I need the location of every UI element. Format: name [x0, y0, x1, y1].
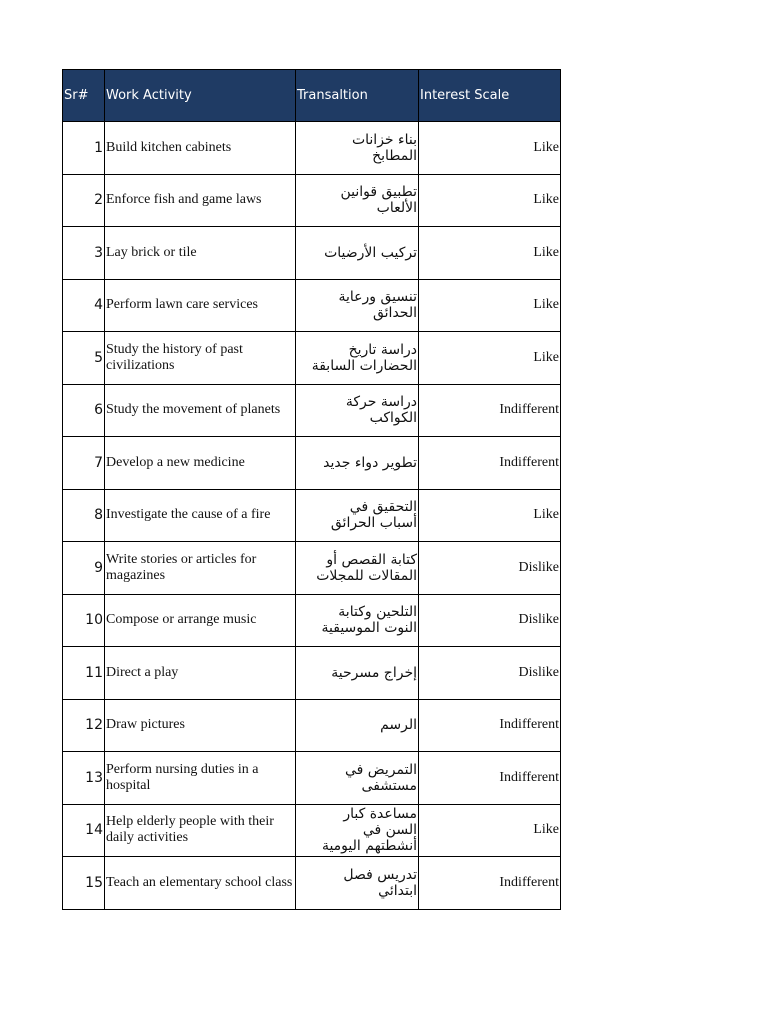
interest-scale-cell[interactable]: Like	[419, 332, 561, 385]
column-header-work-activity[interactable]: Work Activity	[105, 70, 296, 122]
translation-text: بناء خزانات المطابخ	[351, 131, 417, 164]
table-row	[63, 227, 561, 280]
table-row	[63, 857, 561, 910]
sr-cell[interactable]: 10	[63, 594, 105, 647]
work-activity-table	[62, 69, 561, 910]
translation-text: إخراج مسرحية	[331, 664, 417, 681]
work-activity-cell[interactable]: Study the history of past civilizations	[105, 332, 296, 385]
translation-text: تطبيق قوانين الألعاب	[340, 184, 417, 217]
interest-scale-cell[interactable]: Dislike	[419, 542, 561, 595]
work-activity-cell[interactable]: Study the movement of planets	[105, 384, 296, 437]
translation-text: دراسة تاريخ الحضارات السابقة	[311, 341, 417, 374]
interest-scale-cell[interactable]: Indifferent	[419, 699, 561, 752]
translation-cell[interactable]	[296, 122, 419, 175]
translation-text: الرسم	[380, 717, 417, 734]
translation-cell[interactable]	[296, 227, 419, 280]
translation-cell[interactable]	[296, 804, 419, 857]
interest-scale-cell[interactable]: Like	[419, 122, 561, 175]
sr-cell[interactable]: 13	[63, 752, 105, 805]
translation-text: التمريض في مستشفى	[344, 761, 417, 794]
translation-text: تركيب الأرضيات	[324, 244, 417, 261]
table-body	[63, 122, 561, 910]
translation-cell[interactable]	[296, 384, 419, 437]
translation-text: دراسة حركة الكواكب	[345, 394, 417, 427]
translation-text: تدريس فصل ابتدائي	[343, 866, 417, 899]
table-row	[63, 542, 561, 595]
work-activity-cell[interactable]: Lay brick or tile	[105, 227, 296, 280]
interest-scale-cell[interactable]: Indifferent	[419, 437, 561, 490]
work-activity-cell[interactable]: Investigate the cause of a fire	[105, 489, 296, 542]
sr-cell[interactable]: 4	[63, 279, 105, 332]
sr-cell[interactable]: 1	[63, 122, 105, 175]
interest-scale-cell[interactable]: Like	[419, 279, 561, 332]
table-row	[63, 174, 561, 227]
translation-cell[interactable]	[296, 542, 419, 595]
translation-cell[interactable]	[296, 857, 419, 910]
interest-scale-cell[interactable]: Indifferent	[419, 857, 561, 910]
work-activity-cell[interactable]: Compose or arrange music	[105, 594, 296, 647]
translation-cell[interactable]	[296, 437, 419, 490]
interest-scale-cell[interactable]: Like	[419, 804, 561, 857]
interest-scale-cell[interactable]: Like	[419, 174, 561, 227]
translation-cell[interactable]	[296, 647, 419, 700]
sr-cell[interactable]: 11	[63, 647, 105, 700]
work-activity-cell[interactable]: Write stories or articles for magazines	[105, 542, 296, 595]
sr-cell[interactable]: 12	[63, 699, 105, 752]
sr-cell[interactable]: 14	[63, 804, 105, 857]
translation-cell[interactable]	[296, 594, 419, 647]
interest-scale-cell[interactable]: Indifferent	[419, 384, 561, 437]
translation-cell[interactable]	[296, 699, 419, 752]
table-row	[63, 384, 561, 437]
work-activity-cell[interactable]: Draw pictures	[105, 699, 296, 752]
translation-cell[interactable]	[296, 489, 419, 542]
translation-text: تطوير دواء جديد	[323, 454, 417, 471]
table-row	[63, 332, 561, 385]
work-activity-cell[interactable]: Direct a play	[105, 647, 296, 700]
sr-cell[interactable]: 9	[63, 542, 105, 595]
interest-scale-cell[interactable]: Indifferent	[419, 752, 561, 805]
table-row	[63, 699, 561, 752]
table-row	[63, 647, 561, 700]
column-header-interest-scale[interactable]: Interest Scale	[419, 70, 561, 122]
translation-cell[interactable]	[296, 279, 419, 332]
work-activity-cell[interactable]: Enforce fish and game laws	[105, 174, 296, 227]
table-row	[63, 279, 561, 332]
work-activity-cell[interactable]: Help elderly people with their daily activities	[105, 804, 296, 857]
translation-text: مساعدة كبار السن في أنشطتهم اليومية	[321, 806, 417, 855]
column-header-sr[interactable]: Sr#	[63, 70, 105, 122]
table-row	[63, 804, 561, 857]
sr-cell[interactable]: 8	[63, 489, 105, 542]
interest-scale-cell[interactable]: Dislike	[419, 594, 561, 647]
translation-text: تنسيق ورعاية الحدائق	[338, 289, 417, 322]
sr-cell[interactable]: 2	[63, 174, 105, 227]
sr-cell[interactable]: 7	[63, 437, 105, 490]
table-row	[63, 489, 561, 542]
translation-text: التلحين وكتابة النوت الموسيقية	[321, 604, 417, 637]
sr-cell[interactable]: 6	[63, 384, 105, 437]
sr-cell[interactable]: 3	[63, 227, 105, 280]
sr-cell[interactable]: 5	[63, 332, 105, 385]
translation-cell[interactable]	[296, 752, 419, 805]
translation-cell[interactable]	[296, 174, 419, 227]
table-row	[63, 594, 561, 647]
table-row	[63, 752, 561, 805]
work-activity-cell[interactable]: Perform lawn care services	[105, 279, 296, 332]
work-activity-cell[interactable]: Develop a new medicine	[105, 437, 296, 490]
sr-cell[interactable]: 15	[63, 857, 105, 910]
interest-scale-cell[interactable]: Like	[419, 489, 561, 542]
work-activity-cell[interactable]: Perform nursing duties in a hospital	[105, 752, 296, 805]
column-header-translation[interactable]: Transaltion	[296, 70, 419, 122]
interest-scale-cell[interactable]: Like	[419, 227, 561, 280]
table-row	[63, 122, 561, 175]
interest-scale-cell[interactable]: Dislike	[419, 647, 561, 700]
translation-text: التحقيق في أسباب الحرائق	[330, 499, 417, 532]
translation-cell[interactable]	[296, 332, 419, 385]
work-activity-cell[interactable]: Build kitchen cabinets	[105, 122, 296, 175]
table-row	[63, 437, 561, 490]
work-activity-cell[interactable]: Teach an elementary school class	[105, 857, 296, 910]
header-row	[63, 70, 561, 122]
translation-text: كتابة القصص أو المقالات للمجلات	[316, 551, 417, 584]
